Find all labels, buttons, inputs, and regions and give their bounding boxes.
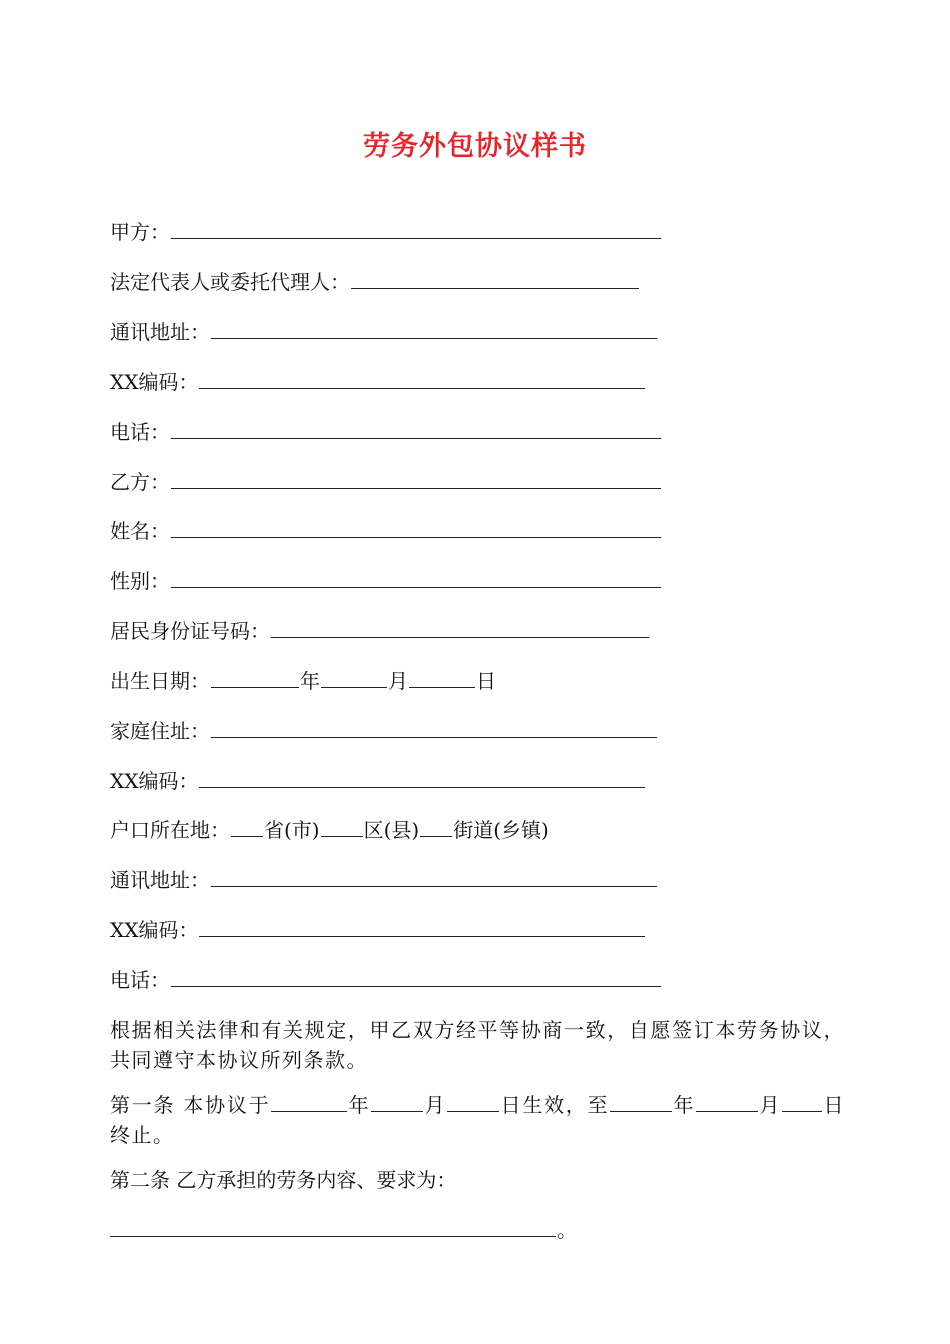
birth-day-label: 日 [476,669,496,693]
party-a-postcode-label: XX编码： [110,370,199,394]
start-month-field[interactable] [371,1091,423,1112]
party-a-postcode-field[interactable] [199,368,645,389]
document-title: 劳务外包协议样书 [363,131,587,162]
party-a-phone-field[interactable] [171,418,661,439]
name-label: 姓名： [110,519,170,543]
hukou-district-field[interactable] [321,816,363,837]
party-b-postcode-field[interactable] [199,916,645,937]
start-year-label: 年 [348,1093,371,1117]
party-b-phone-row [110,965,662,995]
end-day-field[interactable] [782,1091,822,1112]
party-a-address-row [110,317,658,347]
home-postcode-row [110,766,646,796]
hukou-province-field[interactable] [231,816,263,837]
home-address-label: 家庭住址： [110,719,210,743]
party-a-address-label: 通讯地址： [110,320,210,344]
hukou-row [110,815,549,845]
name-field[interactable] [171,517,661,538]
gender-label: 性别： [110,569,170,593]
end-month-field[interactable] [696,1091,758,1112]
party-b-address-field[interactable] [211,866,657,887]
party-b-phone-label: 电话： [110,968,170,992]
birth-month-field[interactable] [321,667,387,688]
party-b-address-label: 通讯地址： [110,868,210,892]
home-address-row [110,716,658,746]
birth-date-row [110,666,496,696]
hukou-district-label: 区(县) [363,818,420,842]
hukou-label: 户口所在地： [110,818,230,842]
article-1-prefix: 第一条 本协议于 [110,1093,271,1117]
article-1-paragraph [110,1090,845,1150]
article-2-end-mark: 。 [557,1218,577,1242]
party-b-label: 乙方： [110,470,170,494]
representative-label: 法定代表人或委托代理人： [110,270,350,294]
birth-year-label: 年 [300,669,320,693]
gender-row [110,566,662,596]
home-postcode-field[interactable] [199,767,645,788]
birth-day-field[interactable] [409,667,475,688]
birth-date-label: 出生日期： [110,669,210,693]
end-label: 日终止。 [110,1093,846,1147]
party-a-phone-label: 电话： [110,420,170,444]
birth-month-label: 月 [388,669,408,693]
party-a-address-field[interactable] [211,318,657,339]
hukou-province-label: 省(市) [264,818,320,842]
start-month-label: 月 [424,1093,447,1117]
gender-field[interactable] [171,567,661,588]
party-a-phone-row [110,417,662,447]
party-b-address-row [110,865,658,895]
home-postcode-label: XX编码： [110,769,199,793]
effective-label: 日生效，至 [500,1093,610,1117]
party-b-phone-field[interactable] [171,966,661,987]
name-row [110,516,662,546]
party-a-label: 甲方： [110,220,170,244]
end-year-label: 年 [673,1093,696,1117]
party-a-postcode-row [110,367,646,397]
representative-field[interactable] [351,268,639,289]
article-2-row [110,1165,456,1195]
party-b-field[interactable] [171,468,661,489]
party-b-row [110,467,662,497]
home-address-field[interactable] [211,717,657,738]
id-number-label: 居民身份证号码： [110,619,270,643]
end-year-field[interactable] [610,1091,672,1112]
article-2-text: 第二条 乙方承担的劳务内容、要求为： [110,1168,457,1192]
party-a-row [110,217,662,247]
party-b-postcode-row [110,915,646,945]
start-day-field[interactable] [447,1091,499,1112]
article-2-fill-row [110,1215,577,1245]
id-number-field[interactable] [271,617,649,638]
party-a-field[interactable] [171,218,661,239]
hukou-street-label: 街道(乡镇) [453,818,549,842]
start-year-field[interactable] [271,1091,347,1112]
hukou-street-field[interactable] [420,816,452,837]
intro-paragraph: 根据相关法律和有关规定，甲乙双方经平等协商一致，自愿签订本劳务协议，共同遵守本协议所列条款。 [110,1018,845,1072]
end-month-label: 月 [759,1093,782,1117]
birth-year-field[interactable] [211,667,299,688]
id-number-row [110,616,650,646]
labor-content-field[interactable] [110,1216,556,1237]
representative-row [110,267,640,297]
party-b-postcode-label: XX编码： [110,918,199,942]
